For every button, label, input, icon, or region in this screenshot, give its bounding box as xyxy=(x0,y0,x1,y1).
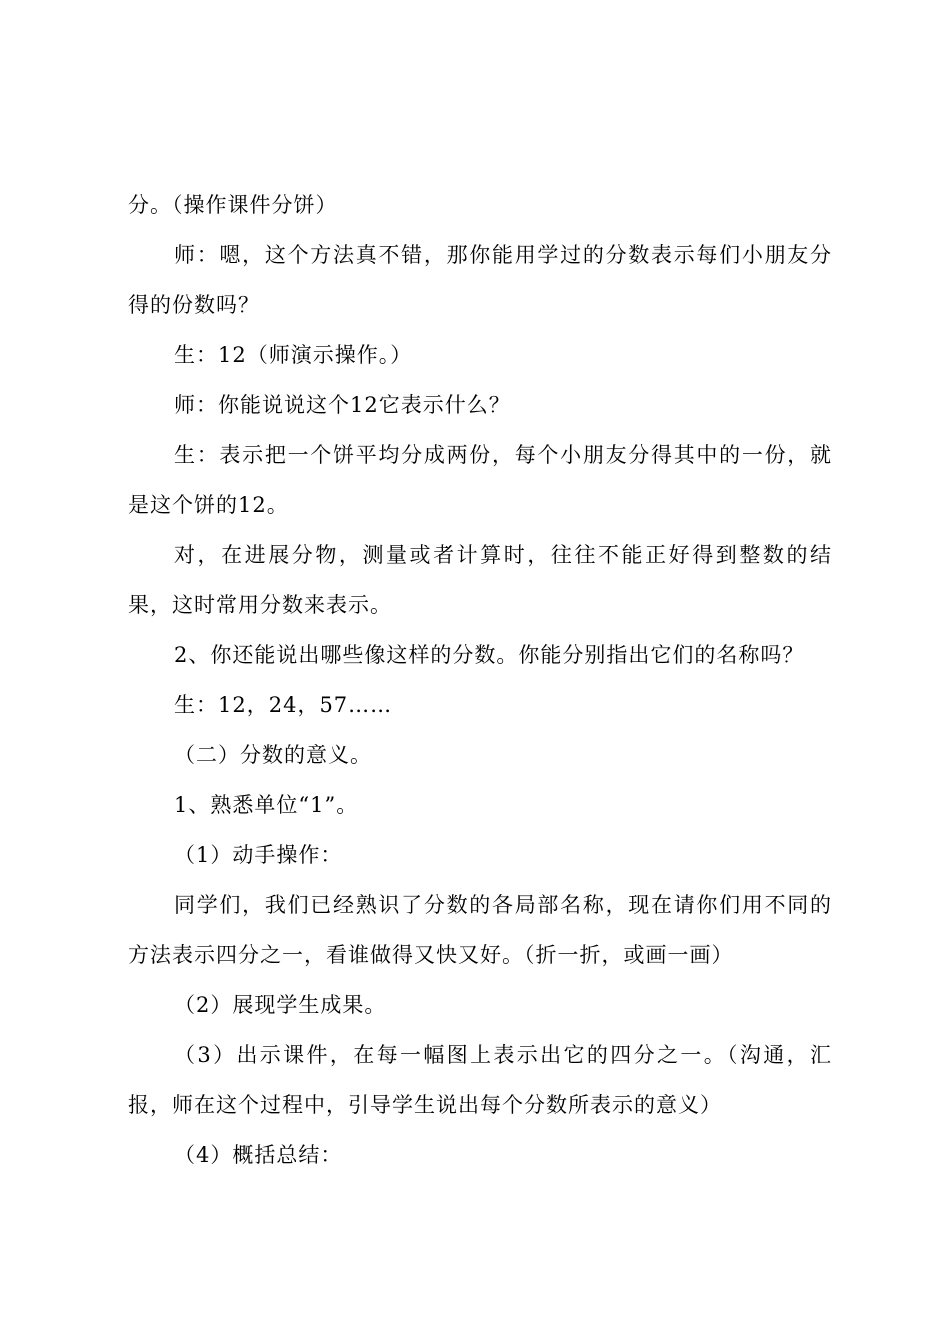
text-line: 生：12，24，57…… xyxy=(174,693,393,717)
text-line: 分。（操作课件分饼） xyxy=(128,193,338,217)
text-line: 生：12（师演示操作。） xyxy=(174,343,413,367)
text-line: （1）动手操作： xyxy=(174,843,343,867)
text-line: 1、熟悉单位“1”。 xyxy=(174,793,359,817)
text-line: （2）展现学生成果。 xyxy=(174,993,387,1017)
section-heading: （二）分数的意义。 xyxy=(174,743,372,767)
text-line: （4）概括总结： xyxy=(174,1143,343,1167)
text-line: 方法表示四分之一，看谁做得又快又好。（折一折，或画一画） xyxy=(128,943,734,967)
text-line: 2、你还能说出哪些像这样的分数。你能分别指出它们的名称吗？ xyxy=(174,643,805,667)
text-line: 对，在进展分物，测量或者计算时，往往不能正好得到整数的结 xyxy=(174,543,832,567)
text-line: （3）出示课件，在每一幅图上表示出它的四分之一。（沟通，汇 xyxy=(174,1043,832,1067)
text-line: 师：嗯，这个方法真不错，那你能用学过的分数表示每们小朋友分 xyxy=(174,243,832,267)
text-line: 同学们，我们已经熟识了分数的各局部名称，现在请你们用不同的 xyxy=(174,893,832,917)
text-line: 生：表示把一个饼平均分成两份，每个小朋友分得其中的一份，就 xyxy=(174,443,832,467)
text-line: 报，师在这个过程中，引导学生说出每个分数所表示的意义） xyxy=(128,1093,722,1117)
text-line: 是这个饼的12。 xyxy=(128,493,289,517)
text-line: 得的份数吗？ xyxy=(128,293,260,317)
text-line: 果，这时常用分数来表示。 xyxy=(128,593,392,617)
text-line: 师：你能说说这个12它表示什么？ xyxy=(174,393,511,417)
